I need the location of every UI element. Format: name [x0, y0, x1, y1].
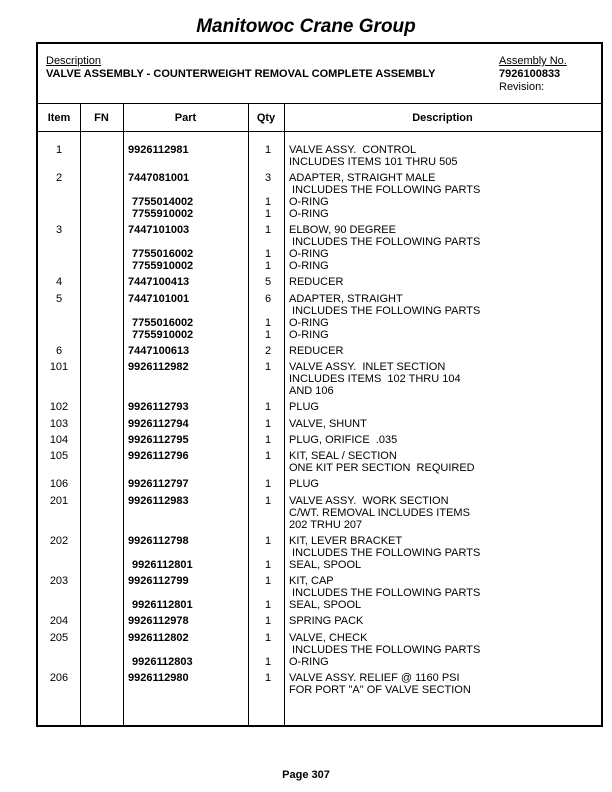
- assembly-number-label: Assembly No.: [499, 55, 567, 67]
- part-description: PLUG: [289, 401, 319, 413]
- quantity: 2: [264, 345, 272, 357]
- quantity: 1: [264, 361, 272, 373]
- quantity: 1: [264, 224, 272, 236]
- part-number: 9926112794: [128, 418, 189, 430]
- quantity: 1: [264, 317, 272, 329]
- quantity: 1: [264, 248, 272, 260]
- item-number: 203: [49, 575, 69, 587]
- item-number: 205: [49, 632, 69, 644]
- part-number: 9926112803: [132, 656, 193, 668]
- quantity: 1: [264, 208, 272, 220]
- page-number: Page 307: [282, 769, 330, 781]
- part-number: 9926112793: [128, 401, 189, 413]
- part-number: 9926112797: [128, 478, 189, 490]
- quantity: 1: [264, 535, 272, 547]
- item-number: 206: [49, 672, 69, 684]
- quantity: 3: [264, 172, 272, 184]
- column-divider: [123, 104, 124, 725]
- revision-label: Revision:: [499, 81, 545, 93]
- part-description: SEAL, SPOOL: [289, 599, 362, 611]
- part-description: VALVE ASSY. RELIEF @ 1160 PSI FOR PORT "A" OF VALVE SECTION: [289, 672, 471, 696]
- part-number: 9926112980: [128, 672, 189, 684]
- part-description: VALVE, CHECK INCLUDES THE FOLLOWING PARTS: [289, 632, 481, 656]
- part-description: KIT, SEAL / SECTION ONE KIT PER SECTION REQUIRED: [289, 450, 475, 474]
- part-description: KIT, CAP INCLUDES THE FOLLOWING PARTS: [289, 575, 481, 599]
- part-description: PLUG: [289, 478, 319, 490]
- quantity: 1: [264, 559, 272, 571]
- part-number: 7447100413: [128, 276, 190, 288]
- quantity: 1: [264, 450, 272, 462]
- part-number: 7447101001: [128, 293, 190, 305]
- quantity: 6: [264, 293, 272, 305]
- part-number: 9926112795: [128, 434, 189, 446]
- part-number: 9926112981: [128, 144, 189, 156]
- part-number: 9926112983: [128, 495, 189, 507]
- part-description: REDUCER: [289, 345, 344, 357]
- quantity: 1: [264, 495, 272, 507]
- column-divider: [80, 104, 81, 725]
- part-number: 9926112982: [128, 361, 189, 373]
- part-description: PLUG, ORIFICE .035: [289, 434, 398, 446]
- quantity: 1: [264, 144, 272, 156]
- page-title: Manitowoc Crane Group: [196, 16, 416, 37]
- quantity: 1: [264, 615, 272, 627]
- quantity: 1: [264, 401, 272, 413]
- part-description: O-RING: [289, 260, 329, 272]
- item-number: 2: [55, 172, 63, 184]
- item-number: 4: [55, 276, 63, 288]
- part-number: 9926112799: [128, 575, 189, 587]
- quantity: 1: [264, 632, 272, 644]
- item-number: 5: [55, 293, 63, 305]
- item-number: 104: [49, 434, 69, 446]
- part-description: VALVE ASSY. CONTROL INCLUDES ITEMS 101 THRU 505: [289, 144, 458, 168]
- assembly-number: 7926100833: [499, 68, 561, 80]
- part-description: ELBOW, 90 DEGREE INCLUDES THE FOLLOWING PARTS: [289, 224, 481, 248]
- part-description: O-RING: [289, 208, 329, 220]
- part-description: O-RING: [289, 248, 329, 260]
- item-number: 1: [55, 144, 63, 156]
- part-description: SEAL, SPOOL: [289, 559, 362, 571]
- part-number: 7755016002: [132, 317, 194, 329]
- part-description: SPRING PACK: [289, 615, 364, 627]
- item-number: 201: [49, 495, 69, 507]
- part-number: 9926112796: [128, 450, 189, 462]
- part-number: 7447101003: [128, 224, 190, 236]
- part-number: 9926112801: [132, 559, 193, 571]
- part-description: O-RING: [289, 656, 329, 668]
- item-number: 102: [49, 401, 69, 413]
- part-description: REDUCER: [289, 276, 344, 288]
- item-number: 204: [49, 615, 69, 627]
- column-header-qty: Qty: [256, 112, 276, 124]
- quantity: 1: [264, 656, 272, 668]
- part-description: O-RING: [289, 329, 329, 341]
- part-description: KIT, LEVER BRACKET INCLUDES THE FOLLOWING PARTS: [289, 535, 481, 559]
- quantity: 1: [264, 434, 272, 446]
- item-number: 6: [55, 345, 63, 357]
- part-number: 7755910002: [132, 329, 194, 341]
- part-number: 7755910002: [132, 208, 194, 220]
- quantity: 1: [264, 599, 272, 611]
- description-label: Description: [46, 55, 102, 67]
- column-header-item: Item: [47, 112, 71, 124]
- item-number: 202: [49, 535, 69, 547]
- part-description: ADAPTER, STRAIGHT INCLUDES THE FOLLOWING PARTS: [289, 293, 481, 317]
- item-number: 106: [49, 478, 69, 490]
- part-number: 7755910002: [132, 260, 194, 272]
- item-number: 105: [49, 450, 69, 462]
- part-number: 7447081001: [128, 172, 190, 184]
- item-number: 3: [55, 224, 63, 236]
- part-number: 9926112978: [128, 615, 189, 627]
- quantity: 1: [264, 329, 272, 341]
- part-description: VALVE ASSY. INLET SECTION INCLUDES ITEMS 102 THRU 104 AND 106: [289, 361, 461, 397]
- part-number: 7755016002: [132, 248, 194, 260]
- quantity: 1: [264, 672, 272, 684]
- part-description: VALVE ASSY. WORK SECTION C/WT. REMOVAL INCLUDES ITEMS 202 TRHU 207: [289, 495, 470, 531]
- quantity: 1: [264, 478, 272, 490]
- part-number: 7447100613: [128, 345, 190, 357]
- part-description: O-RING: [289, 196, 329, 208]
- column-header-part: Part: [174, 112, 197, 124]
- column-header-fn: FN: [94, 112, 109, 124]
- part-description: ADAPTER, STRAIGHT MALE INCLUDES THE FOLLOWING PARTS: [289, 172, 481, 196]
- part-number: 9926112802: [128, 632, 189, 644]
- quantity: 1: [264, 418, 272, 430]
- quantity: 1: [264, 575, 272, 587]
- part-description: O-RING: [289, 317, 329, 329]
- quantity: 1: [264, 260, 272, 272]
- quantity: 1: [264, 196, 272, 208]
- assembly-description: VALVE ASSEMBLY - COUNTERWEIGHT REMOVAL COMPLETE ASSEMBLY: [46, 68, 436, 80]
- part-number: 9926112798: [128, 535, 189, 547]
- parts-list-frame: [36, 42, 603, 727]
- part-number: 9926112801: [132, 599, 193, 611]
- assembly-header: [38, 44, 601, 104]
- item-number: 101: [49, 361, 69, 373]
- column-header-description: Description: [412, 112, 473, 124]
- quantity: 5: [264, 276, 272, 288]
- item-number: 103: [49, 418, 69, 430]
- part-description: VALVE, SHUNT: [289, 418, 367, 430]
- part-number: 7755014002: [132, 196, 194, 208]
